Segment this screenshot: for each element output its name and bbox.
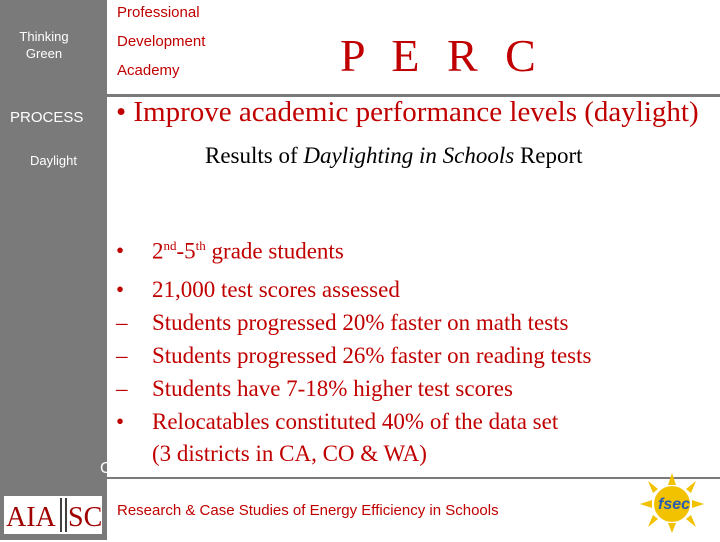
academy-line-1: Professional (117, 4, 200, 21)
brand-line-1: Thinking (19, 29, 69, 44)
bullet-text: 21,000 test scores assessed (152, 277, 400, 302)
report-title: Daylighting in Schools (303, 143, 515, 168)
bullet-text: Relocatables constituted 40% of the data set (152, 409, 559, 434)
section-label: PROCESS (10, 109, 84, 126)
bullet-text: (3 districts in CA, CO & WA) (152, 441, 427, 466)
report-prefix: Results of (205, 143, 304, 168)
brand-line-2: Green (25, 46, 63, 61)
footer-divider (107, 477, 720, 479)
bullet-text: Students have 7-18% higher test scores (152, 376, 513, 401)
report-subtitle (205, 143, 583, 169)
sidebar (0, 0, 107, 540)
bullet-text: Students progressed 20% faster on math tests (152, 310, 569, 335)
bullet-text: Students progressed 26% faster on reading tests (152, 343, 592, 368)
academy-line-2: Development (117, 33, 206, 50)
bullet-marker: • (116, 277, 125, 302)
svg-text:fsec: fsec (657, 496, 691, 513)
bullet-marker: • (116, 238, 125, 263)
bullet-marker: • (116, 409, 125, 434)
thinking-green-label (0, 28, 88, 62)
dash-marker: – (116, 343, 128, 368)
svg-text:SC: SC (68, 502, 102, 533)
fsec-sun-logo (636, 471, 712, 533)
stray-glyph: C (100, 460, 112, 477)
academy-line-3: Academy (117, 62, 180, 79)
footer-caption: Research & Case Studies of Energy Efficiency in Schools (117, 502, 499, 519)
svg-text:AIA: AIA (6, 502, 56, 533)
subsection-label: Daylight (30, 153, 77, 168)
slide-headline: • Improve academic performance levels (daylight) (116, 96, 699, 128)
report-suffix: Report (514, 143, 583, 168)
perc-logo-title: P E R C (340, 30, 544, 81)
aia-sc-logo (4, 496, 102, 534)
dash-marker: – (116, 376, 128, 401)
dash-marker: – (116, 310, 128, 335)
bullet-text: 2nd-5th grade students (152, 238, 344, 264)
